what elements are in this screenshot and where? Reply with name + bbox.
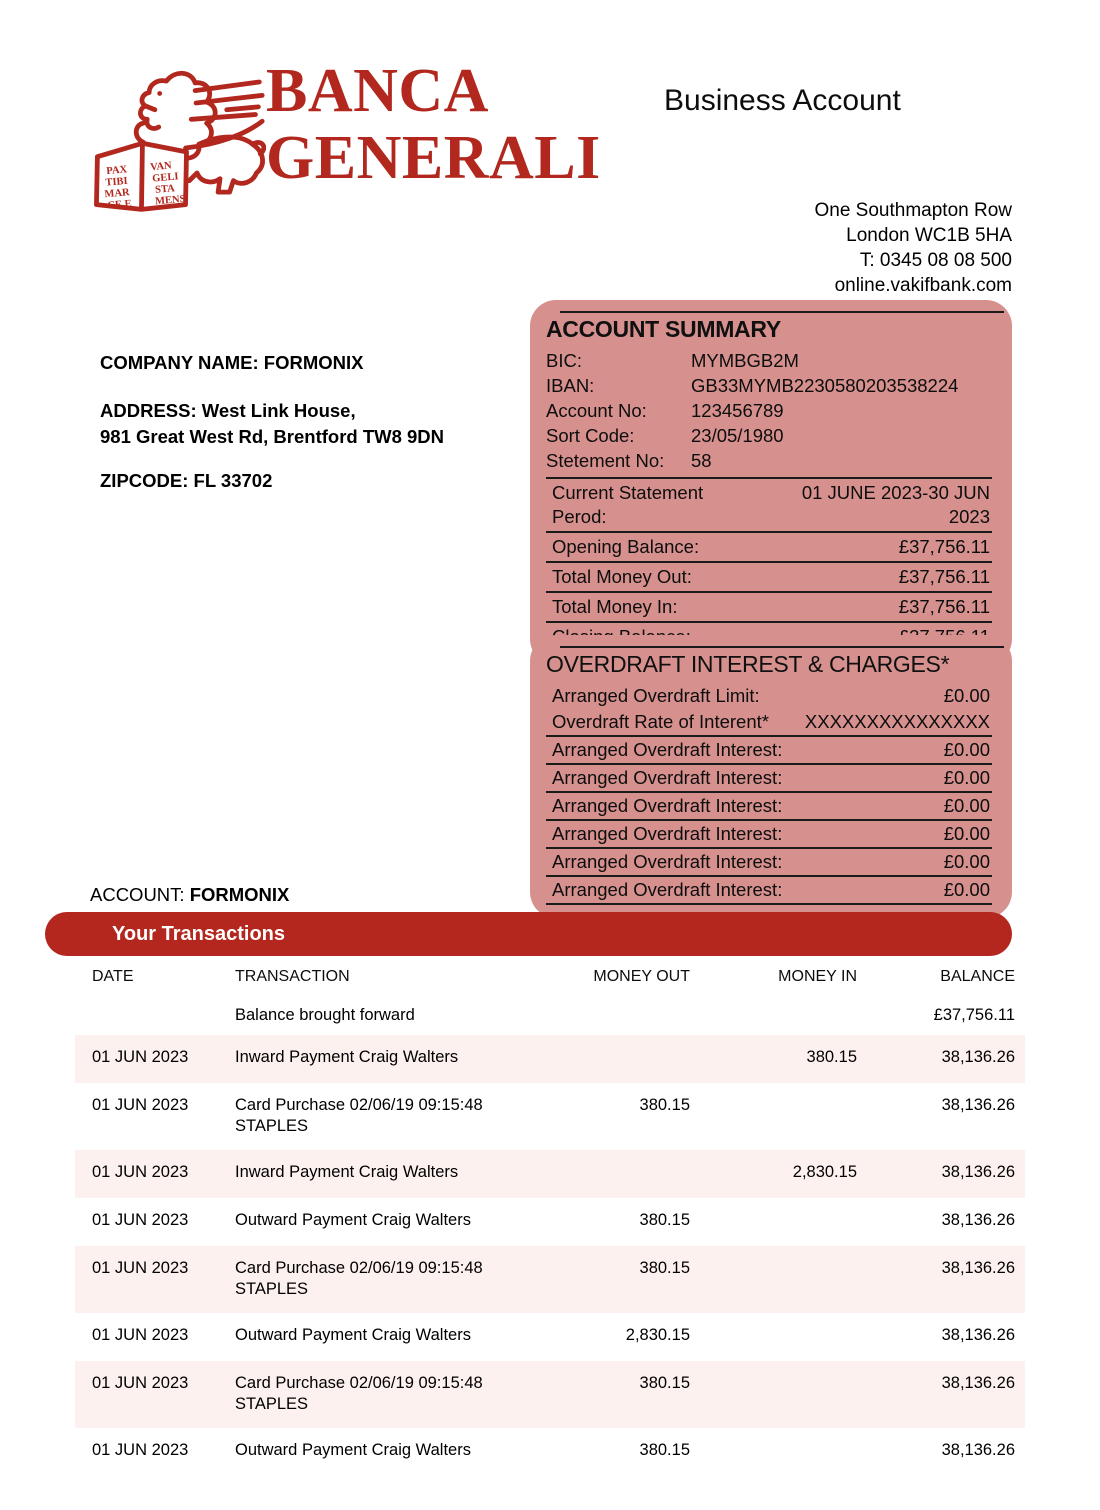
summary-field-label: BIC: <box>546 350 582 371</box>
transaction-description-cell <box>235 1047 565 1083</box>
transaction-money-out-cell: 380.15 <box>639 1441 690 1459</box>
bank-address-line: T: 0345 08 08 500 <box>859 250 1012 271</box>
column-header-balance: BALANCE <box>940 968 1015 985</box>
bank-address-block <box>700 198 1012 298</box>
transaction-balance-cell: £37,756.11 <box>933 1006 1015 1024</box>
transaction-money-out-cell <box>565 1005 690 1035</box>
transaction-money-out-cell: 380.15 <box>639 1211 690 1229</box>
transaction-row <box>75 1083 1025 1150</box>
transaction-row <box>75 1428 1025 1476</box>
overdraft-row-value: £0.00 <box>943 767 990 788</box>
transaction-description-detail: STAPLES <box>235 1280 309 1298</box>
transaction-description-cell <box>235 1005 565 1035</box>
transactions-rows <box>75 1000 1025 1476</box>
transaction-description-cell <box>235 1325 565 1361</box>
svg-text:GELI: GELI <box>151 171 179 185</box>
summary-field-value: 123456789 <box>691 400 784 421</box>
summary-field-row <box>546 423 992 448</box>
overdraft-row <box>546 849 992 877</box>
transaction-money-in-cell <box>690 1210 857 1246</box>
document-title: Business Account <box>664 84 901 117</box>
svg-text:MENS: MENS <box>154 193 186 208</box>
transaction-row <box>75 1361 1025 1428</box>
overdraft-row-label: Arranged Overdraft Interest: <box>552 795 783 816</box>
column-header-transaction: TRANSACTION <box>235 968 350 985</box>
company-name: COMPANY NAME: FORMONIX <box>100 352 364 373</box>
overdraft-row <box>546 821 992 849</box>
transaction-date-cell: 01 JUN 2023 <box>92 1163 189 1181</box>
transaction-money-in-cell: 2,830.15 <box>792 1163 857 1181</box>
transaction-balance-cell: 38,136.26 <box>941 1259 1015 1277</box>
transaction-description: Inward Payment Craig Walters <box>235 1048 459 1066</box>
summary-field-row <box>546 398 992 423</box>
transaction-money-out-cell: 380.15 <box>639 1374 690 1392</box>
column-header-date: DATE <box>92 968 134 985</box>
summary-field-row <box>546 373 992 398</box>
svg-text:MAR: MAR <box>104 187 131 201</box>
transaction-money-in-cell <box>690 1373 857 1428</box>
summary-balance-row <box>546 479 992 533</box>
transactions-header-row <box>75 968 1025 1000</box>
transaction-date-cell: 01 JUN 2023 <box>92 1374 189 1392</box>
transaction-money-in-cell: 380.15 <box>806 1048 857 1066</box>
summary-row-label: Current Statement Perod: <box>552 482 704 527</box>
overdraft-row-value: £0.00 <box>943 851 990 872</box>
transaction-money-out-cell <box>565 1047 690 1083</box>
svg-text:CE E: CE E <box>107 198 133 212</box>
company-address-line1: ADDRESS: West Link House, <box>100 400 356 421</box>
transaction-description: Outward Payment Craig Walters <box>235 1441 471 1459</box>
transaction-description-cell <box>235 1373 565 1428</box>
summary-row-value: £37,756.11 <box>898 596 990 617</box>
summary-field-row <box>546 448 992 473</box>
overdraft-row-label: Arranged Overdraft Interest: <box>552 823 783 844</box>
transaction-date-cell: 01 JUN 2023 <box>92 1048 189 1066</box>
overdraft-row-label: Arranged Overdraft Interest: <box>552 739 783 760</box>
summary-row-value: £37,756.11 <box>898 536 990 557</box>
transaction-row <box>75 1198 1025 1246</box>
overdraft-row-value: £0.00 <box>943 739 990 760</box>
bank-website: online.vakifbank.com <box>834 275 1012 296</box>
overdraft-row-label: Arranged Overdraft Interest: <box>552 851 783 872</box>
summary-balance-row <box>546 593 992 623</box>
transaction-row <box>75 1313 1025 1361</box>
overdraft-row-label: Arranged Overdraft Limit: <box>552 685 760 706</box>
summary-field-label: Sort Code: <box>546 425 635 446</box>
bank-address-line: One Southmapton Row <box>814 200 1012 221</box>
transaction-date-cell <box>92 1005 235 1035</box>
transaction-date-cell: 01 JUN 2023 <box>92 1211 189 1229</box>
summary-field-value: GB33MYMB2230580203538224 <box>691 375 959 396</box>
transaction-description-detail: STAPLES <box>235 1395 309 1413</box>
summary-balance-row <box>546 563 992 593</box>
transaction-balance-cell: 38,136.26 <box>941 1211 1015 1229</box>
column-header-money-in: MONEY IN <box>778 968 857 985</box>
overdraft-row <box>546 709 992 737</box>
transaction-money-out-cell: 380.15 <box>639 1096 690 1114</box>
transaction-balance-cell: 38,136.26 <box>941 1048 1015 1066</box>
transaction-balance-cell: 38,136.26 <box>941 1096 1015 1114</box>
overdraft-row-label: Arranged Overdraft Interest: <box>552 767 783 788</box>
summary-field-value: 58 <box>691 450 712 471</box>
transaction-date-cell: 01 JUN 2023 <box>92 1326 189 1344</box>
transaction-row <box>75 1150 1025 1198</box>
winged-lion-of-st-mark-with-book-icon <box>84 62 266 214</box>
account-summary-panel <box>530 300 1012 665</box>
overdraft-row <box>546 737 992 765</box>
overdraft-row-label: Overdraft Rate of Interent* <box>552 711 769 732</box>
transaction-description: Outward Payment Craig Walters <box>235 1326 471 1344</box>
panel-top-rule <box>560 646 1004 648</box>
summary-row-label: Total Money Out: <box>552 566 692 587</box>
overdraft-title: OVERDRAFT INTEREST & CHARGES* <box>546 651 950 677</box>
summary-row-label: Total Money In: <box>552 596 678 617</box>
transaction-money-out-cell: 2,830.15 <box>625 1326 690 1344</box>
summary-field-label: Stetement No: <box>546 450 665 471</box>
transactions-table <box>75 968 1025 1476</box>
transaction-date-cell: 01 JUN 2023 <box>92 1259 189 1277</box>
transaction-description-cell <box>235 1210 565 1246</box>
overdraft-row-value: £0.00 <box>943 823 990 844</box>
transaction-description-cell <box>235 1258 565 1313</box>
transaction-row <box>75 1246 1025 1313</box>
transaction-money-in-cell <box>690 1325 857 1361</box>
svg-text:TIBI: TIBI <box>105 175 129 189</box>
transaction-money-in-cell <box>690 1258 857 1313</box>
svg-text:PAX: PAX <box>105 164 128 178</box>
transaction-balance-cell: 38,136.26 <box>941 1441 1015 1459</box>
overdraft-row <box>546 765 992 793</box>
svg-text:STA: STA <box>154 183 176 196</box>
summary-field-value: MYMBGB2M <box>691 350 799 371</box>
bank-address-line: London WC1B 5HA <box>846 225 1012 246</box>
summary-field-row <box>546 348 992 373</box>
transaction-description: Balance brought forward <box>235 1006 415 1024</box>
transaction-money-out-cell: 380.15 <box>639 1259 690 1277</box>
overdraft-row-value: £0.00 <box>943 879 990 900</box>
your-transactions-title: Your Transactions <box>112 923 286 945</box>
bank-name-line2: GENERALI <box>266 124 601 192</box>
transaction-description: Card Purchase 02/06/19 09:15:48 <box>235 1374 483 1392</box>
summary-field-value: 23/05/1980 <box>691 425 784 446</box>
transaction-date-cell: 01 JUN 2023 <box>92 1096 189 1114</box>
transaction-description-cell <box>235 1440 565 1476</box>
customer-info-block <box>100 350 444 494</box>
your-transactions-bar <box>45 912 1012 956</box>
summary-field-label: IBAN: <box>546 375 595 396</box>
svg-text:VAN: VAN <box>149 160 173 174</box>
summary-row-value: 01 JUNE 2023-30 JUN 2023 <box>801 482 990 527</box>
account-label: ACCOUNT: <box>90 884 185 905</box>
overdraft-row-label: Arranged Overdraft Interest: <box>552 879 783 900</box>
bank-logo-wordmark <box>266 58 601 192</box>
summary-field-label: Account No: <box>546 400 647 421</box>
overdraft-rows <box>546 683 992 905</box>
transaction-money-in-cell <box>690 1095 857 1150</box>
account-summary-fields <box>546 348 992 473</box>
overdraft-panel <box>530 635 1012 918</box>
summary-balance-row <box>546 533 992 563</box>
transaction-description: Outward Payment Craig Walters <box>235 1211 471 1229</box>
overdraft-row-value: £0.00 <box>943 795 990 816</box>
company-address-line2: 981 Great West Rd, Brentford TW8 9DN <box>100 426 445 447</box>
transaction-balance-cell: 38,136.26 <box>941 1326 1015 1344</box>
overdraft-row <box>546 683 992 709</box>
transaction-date-cell: 01 JUN 2023 <box>92 1441 189 1459</box>
transaction-description-cell <box>235 1162 565 1198</box>
account-summary-rows <box>546 477 992 653</box>
transaction-description: Inward Payment Craig Walters <box>235 1163 459 1181</box>
overdraft-row-value: XXXXXXXXXXXXXXX <box>804 711 990 732</box>
account-holder-name: FORMONIX <box>189 884 290 905</box>
transaction-description: Card Purchase 02/06/19 09:15:48 <box>235 1259 483 1277</box>
transaction-row <box>75 1000 1025 1035</box>
transaction-row <box>75 1035 1025 1083</box>
column-header-money-out: MONEY OUT <box>593 968 690 985</box>
summary-row-label: Opening Balance: <box>552 536 700 557</box>
transaction-money-in-cell <box>690 1440 857 1476</box>
company-zipcode: ZIPCODE: FL 33702 <box>100 470 273 491</box>
transaction-money-out-cell <box>565 1162 690 1198</box>
transaction-money-in-cell <box>690 1005 857 1035</box>
transaction-description-detail: STAPLES <box>235 1117 309 1135</box>
transaction-description: Card Purchase 02/06/19 09:15:48 <box>235 1096 483 1114</box>
overdraft-row-value: £0.00 <box>943 685 990 706</box>
overdraft-row <box>546 877 992 905</box>
panel-top-rule <box>560 311 1004 313</box>
transaction-description-cell <box>235 1095 565 1150</box>
account-holder-line <box>90 884 289 906</box>
summary-row-value: £37,756.11 <box>898 566 990 587</box>
overdraft-row <box>546 793 992 821</box>
bank-name-line1: BANCA <box>266 57 489 125</box>
account-summary-title: ACCOUNT SUMMARY <box>546 316 781 342</box>
transaction-balance-cell: 38,136.26 <box>941 1163 1015 1181</box>
transaction-balance-cell: 38,136.26 <box>941 1374 1015 1392</box>
